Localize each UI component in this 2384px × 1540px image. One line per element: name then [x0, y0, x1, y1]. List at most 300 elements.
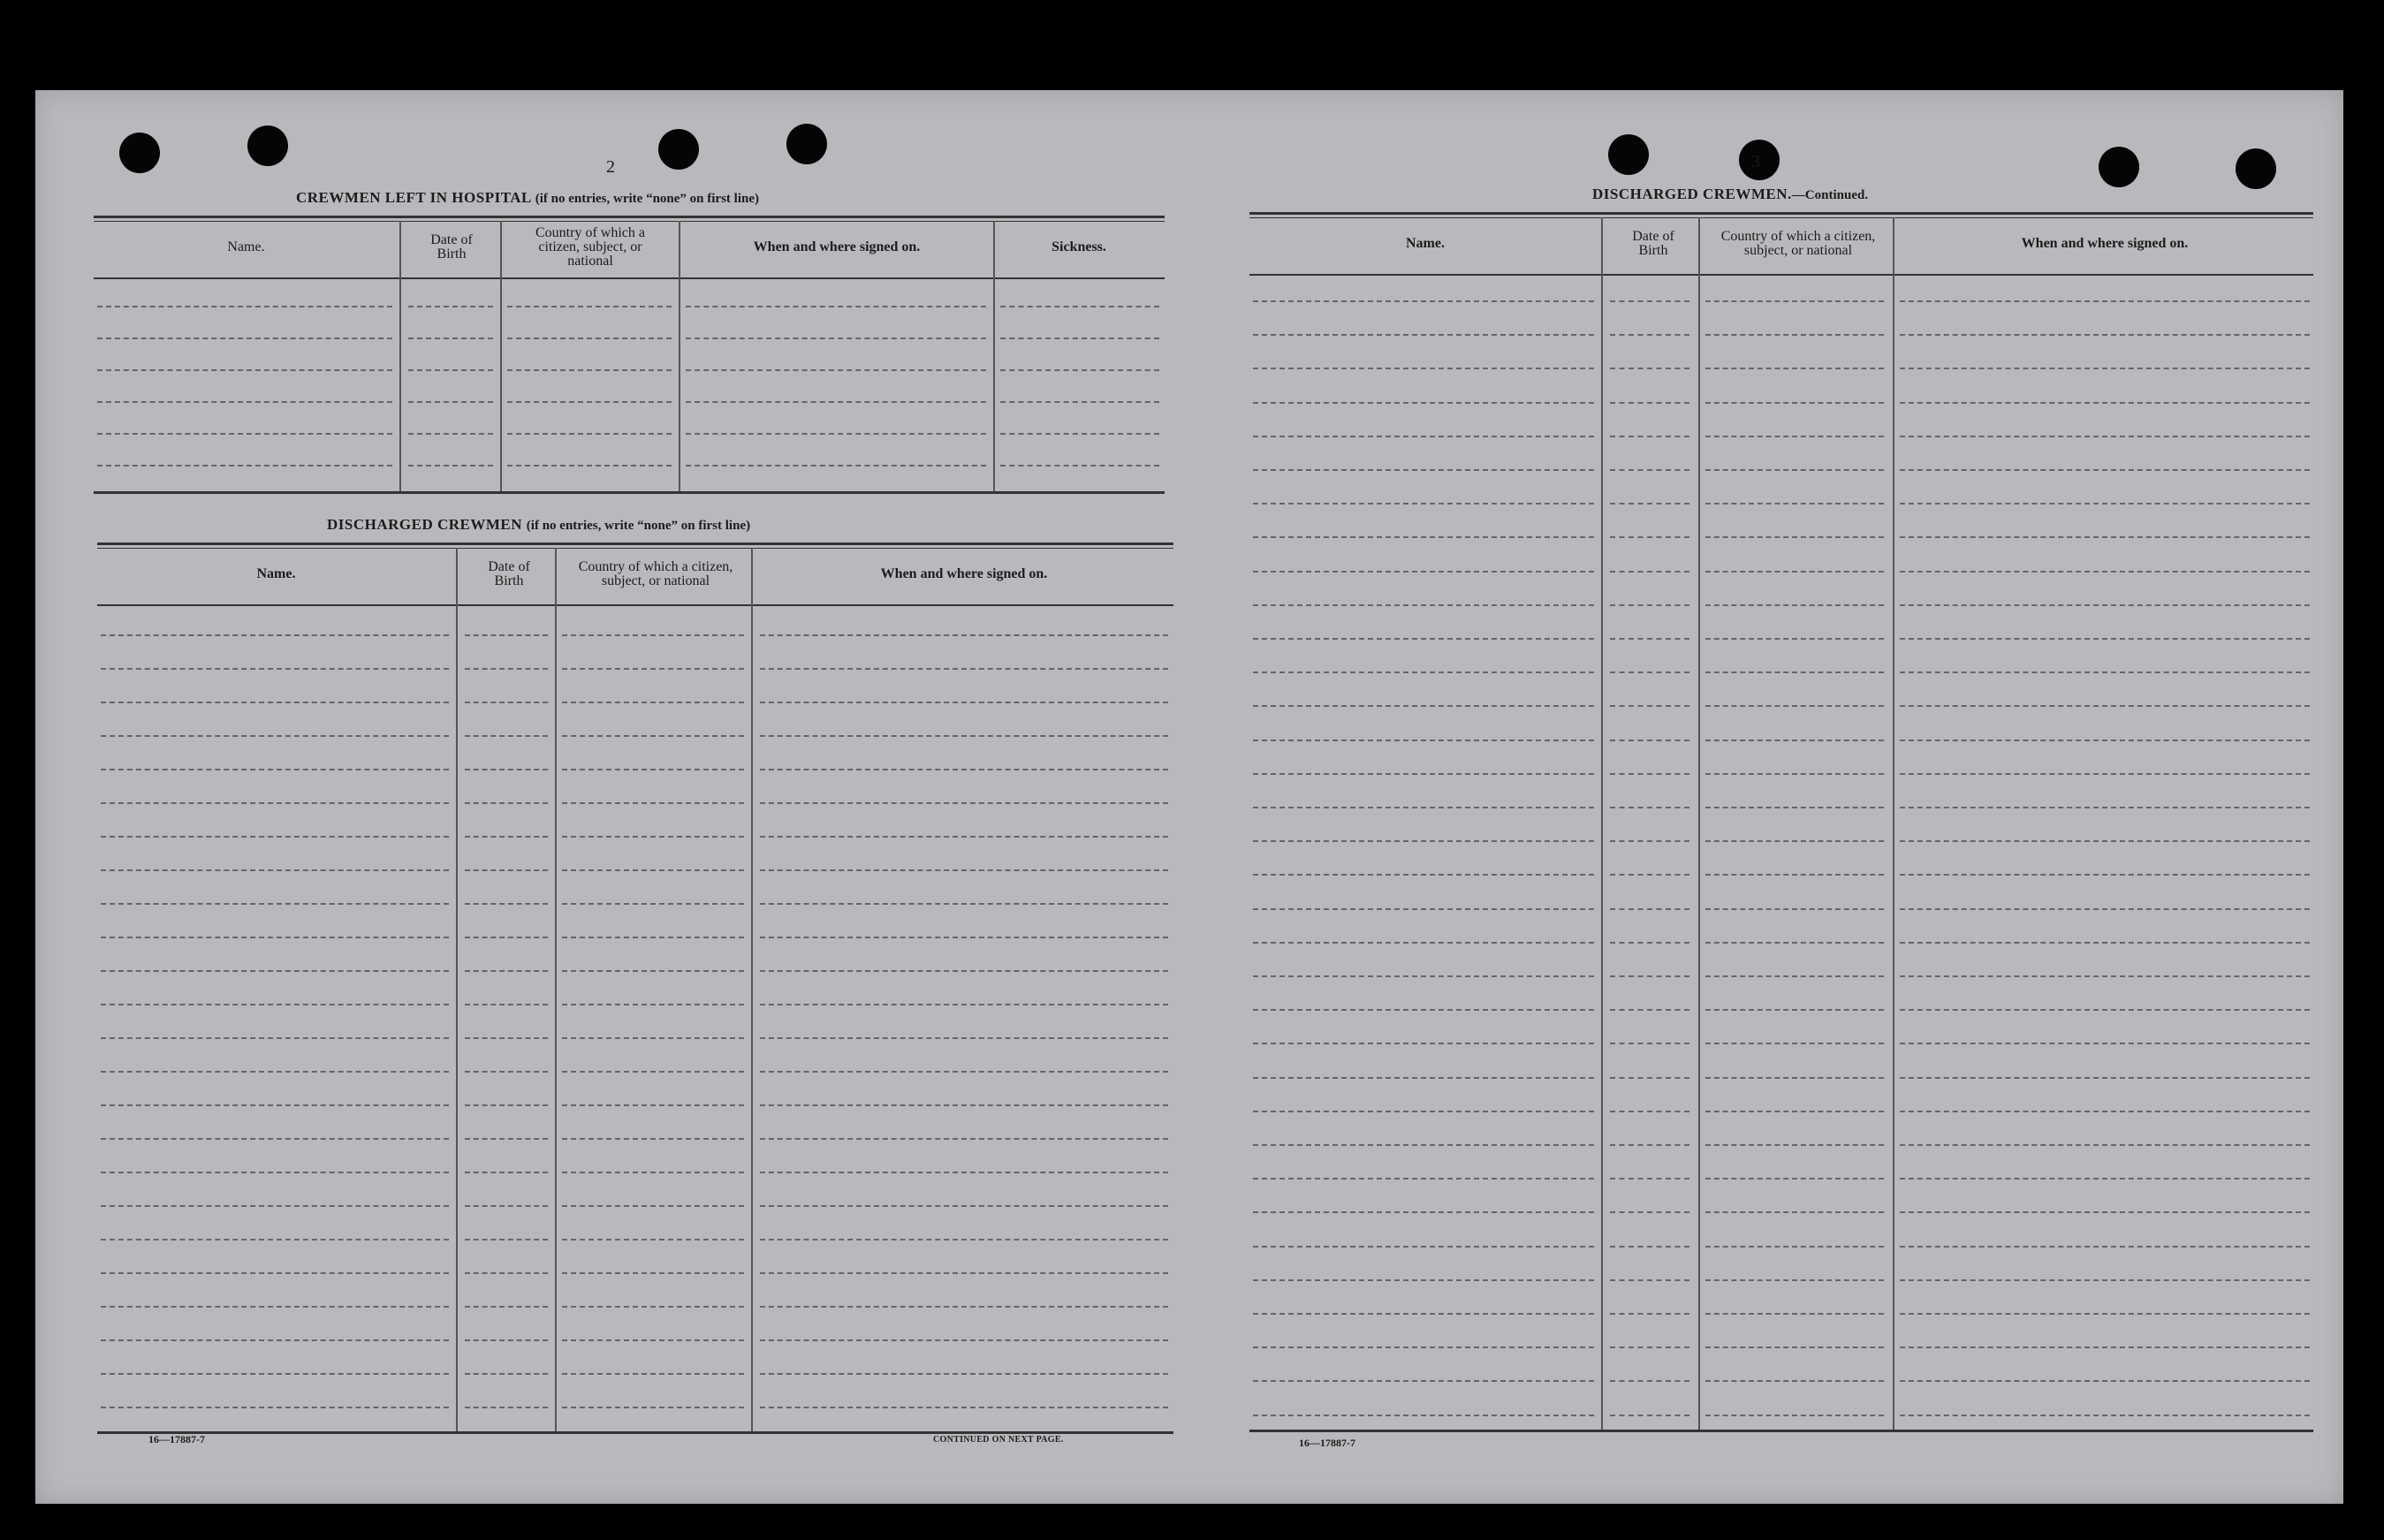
entry-line [1610, 1313, 1689, 1315]
entry-line [1900, 604, 2310, 606]
col-header-date-of-birth: Date of Birth [430, 232, 473, 262]
entry-line [1253, 807, 1594, 808]
entry-line [760, 769, 1168, 770]
entry-line [760, 1037, 1168, 1039]
entry-line [1253, 773, 1594, 775]
entry-line [1253, 1077, 1594, 1079]
entry-line [760, 702, 1168, 703]
entry-line [1610, 1144, 1689, 1146]
entry-line [1253, 874, 1594, 876]
entry-line [1900, 908, 2310, 910]
entry-line [101, 1138, 449, 1140]
entry-line [1610, 536, 1689, 538]
entry-line [1610, 469, 1689, 471]
entry-line [562, 1037, 744, 1039]
entry-line [97, 369, 392, 371]
col-header-signed-on: When and where signed on. [753, 239, 921, 254]
punch-hole [119, 133, 160, 173]
entry-line [101, 1004, 449, 1005]
entry-line [562, 1373, 744, 1375]
entry-line [562, 1071, 744, 1073]
entry-line [562, 668, 744, 670]
entry-line [465, 1306, 548, 1308]
form-code: 16—17887-7 [1299, 1437, 1355, 1449]
discharged-continued-title [1592, 186, 1868, 203]
entry-line [465, 1407, 548, 1408]
entry-line [1253, 942, 1594, 944]
entry-line [465, 869, 548, 871]
entry-line [1000, 465, 1159, 467]
entry-line [760, 869, 1168, 871]
entry-line [1900, 1043, 2310, 1044]
entry-line [760, 970, 1168, 972]
continued-note: CONTINUED ON NEXT PAGE. [933, 1435, 1064, 1445]
discharged-title-note: (if no entries, write “none” on first line) [526, 519, 751, 533]
entry-line [1610, 368, 1689, 369]
entry-line [1253, 368, 1594, 369]
entry-line [1253, 469, 1594, 471]
entry-line [465, 702, 548, 703]
entry-line [1900, 1077, 2310, 1079]
entry-line [1610, 1111, 1689, 1112]
entry-line [1705, 1178, 1884, 1180]
col-header-date-of-birth: Date of Birth [1632, 229, 1674, 258]
entry-line [1705, 1144, 1884, 1146]
entry-line [507, 401, 672, 403]
page-number: 3 [1751, 152, 1760, 171]
entry-line [562, 1339, 744, 1341]
entry-line [1705, 1380, 1884, 1382]
entry-line [1705, 1279, 1884, 1281]
entry-line [1900, 807, 2310, 808]
entry-line [1610, 1043, 1689, 1044]
entry-line [1610, 604, 1689, 606]
entry-line [1610, 807, 1689, 808]
entry-line [562, 1138, 744, 1140]
entry-line [1900, 503, 2310, 504]
entry-line [1253, 1279, 1594, 1281]
entry-line [465, 735, 548, 737]
entry-line [1253, 705, 1594, 707]
entry-line [1610, 1415, 1689, 1416]
entry-line [1900, 368, 2310, 369]
entry-line [1253, 740, 1594, 741]
entry-line [1000, 401, 1159, 403]
entry-line [408, 465, 493, 467]
entry-line [1610, 874, 1689, 876]
entry-line [1900, 874, 2310, 876]
entry-line [1900, 1380, 2310, 1382]
col-header-country: Country of which a citizen, subject, or national [1720, 229, 1876, 258]
entry-line [507, 465, 672, 467]
entry-line [760, 802, 1168, 804]
entry-line [562, 970, 744, 972]
entry-line [465, 1004, 548, 1005]
entry-line [760, 1004, 1168, 1005]
entry-line [1900, 975, 2310, 977]
entry-line [1900, 571, 2310, 573]
entry-line [1253, 1415, 1594, 1416]
entry-line [101, 1339, 449, 1341]
entry-line [1705, 1246, 1884, 1248]
entry-line [1705, 368, 1884, 369]
entry-line [101, 1172, 449, 1173]
hospital-title-note: (if no entries, write “none” on first line) [535, 192, 759, 206]
entry-line [1900, 671, 2310, 673]
entry-line [1253, 1380, 1594, 1382]
entry-line [507, 433, 672, 435]
entry-line [1253, 840, 1594, 842]
entry-line [1610, 1178, 1689, 1180]
entry-line [101, 634, 449, 636]
entry-line [101, 1071, 449, 1073]
entry-line [1000, 369, 1159, 371]
entry-line [97, 306, 392, 307]
entry-line [1705, 1211, 1884, 1213]
entry-line [101, 1037, 449, 1039]
discharged-table [97, 542, 1173, 1435]
entry-line [760, 1138, 1168, 1140]
entry-line [97, 401, 392, 403]
entry-line [760, 937, 1168, 938]
entry-line [1610, 1211, 1689, 1213]
entry-line [760, 1339, 1168, 1341]
entry-line [1610, 942, 1689, 944]
entry-line [465, 1339, 548, 1341]
col-header-country: Country of which a citizen, subject, or national [535, 225, 645, 269]
entry-line [465, 836, 548, 838]
entry-line [1900, 840, 2310, 842]
entry-line [1900, 1279, 2310, 1281]
entry-line [408, 369, 493, 371]
entry-line [101, 869, 449, 871]
entry-line [1705, 1347, 1884, 1348]
entry-line [1705, 604, 1884, 606]
punch-hole [786, 124, 827, 164]
entry-line [507, 338, 672, 339]
entry-line [101, 1407, 449, 1408]
entry-line [1705, 402, 1884, 404]
hospital-section-title [296, 189, 759, 207]
entry-line [465, 1239, 548, 1240]
punch-hole [2099, 147, 2139, 187]
entry-line [97, 338, 392, 339]
entry-line [1900, 402, 2310, 404]
discharged-title-text: DISCHARGED CREWMEN [327, 516, 523, 533]
form-code: 16—17887-7 [148, 1433, 205, 1445]
entry-line [101, 802, 449, 804]
entry-line [1900, 300, 2310, 302]
entry-line [101, 1104, 449, 1106]
entry-line [408, 433, 493, 435]
entry-line [686, 465, 986, 467]
entry-line [465, 1071, 548, 1073]
col-header-date-of-birth: Date of Birth [488, 559, 530, 588]
entry-line [1900, 436, 2310, 437]
entry-line [760, 668, 1168, 670]
entry-line [760, 735, 1168, 737]
entry-line [562, 769, 744, 770]
entry-line [562, 1104, 744, 1106]
hospital-title-text: CREWMEN LEFT IN HOSPITAL [296, 189, 531, 206]
entry-line [1900, 334, 2310, 336]
col-header-signed-on: When and where signed on. [880, 566, 1048, 581]
entry-line [1610, 705, 1689, 707]
col-header-name: Name. [1406, 236, 1445, 251]
entry-line [1253, 1178, 1594, 1180]
entry-line [1705, 908, 1884, 910]
entry-line [1900, 740, 2310, 741]
entry-line [101, 769, 449, 770]
entry-line [1900, 1144, 2310, 1146]
entry-line [760, 836, 1168, 838]
entry-line [1705, 840, 1884, 842]
entry-line [465, 1138, 548, 1140]
entry-line [760, 1071, 1168, 1073]
continued-suffix: —Continued. [1791, 188, 1869, 202]
entry-line [562, 903, 744, 905]
entry-line [1253, 1211, 1594, 1213]
entry-line [760, 1407, 1168, 1408]
entry-line [1610, 1077, 1689, 1079]
entry-line [1253, 1009, 1594, 1011]
entry-line [1705, 975, 1884, 977]
entry-line [562, 937, 744, 938]
entry-line [1253, 436, 1594, 437]
entry-line [1610, 1380, 1689, 1382]
entry-line [1705, 705, 1884, 707]
entry-line [101, 1373, 449, 1375]
entry-line [1000, 338, 1159, 339]
entry-line [686, 338, 986, 339]
entry-line [465, 1205, 548, 1207]
entry-line [562, 1239, 744, 1240]
entry-line [1900, 1313, 2310, 1315]
entry-line [1610, 1279, 1689, 1281]
col-header-name: Name. [256, 566, 296, 581]
entry-line [101, 1272, 449, 1274]
entry-line [1705, 1009, 1884, 1011]
entry-line [1705, 1111, 1884, 1112]
entry-line [1705, 503, 1884, 504]
entry-line [1705, 469, 1884, 471]
entry-line [408, 306, 493, 307]
entry-line [686, 369, 986, 371]
entry-line [1900, 773, 2310, 775]
entry-line [562, 836, 744, 838]
entry-line [1705, 773, 1884, 775]
entry-line [760, 1205, 1168, 1207]
discharged-continued-table [1249, 212, 2313, 1433]
entry-line [1253, 1313, 1594, 1315]
entry-line [760, 1272, 1168, 1274]
col-header-sickness: Sickness. [1052, 239, 1106, 254]
entry-line [507, 369, 672, 371]
entry-line [465, 769, 548, 770]
entry-line [1705, 874, 1884, 876]
entry-line [408, 338, 493, 339]
entry-line [101, 1239, 449, 1240]
entry-line [1900, 1009, 2310, 1011]
discharged-continued-text: DISCHARGED CREWMEN. [1592, 186, 1792, 202]
entry-line [562, 1272, 744, 1274]
entry-line [1610, 402, 1689, 404]
hospital-table [94, 216, 1165, 494]
entry-line [1253, 503, 1594, 504]
entry-line [1610, 671, 1689, 673]
entry-line [686, 433, 986, 435]
entry-line [101, 1306, 449, 1308]
punch-hole [247, 125, 288, 166]
entry-line [1900, 1246, 2310, 1248]
entry-line [1610, 975, 1689, 977]
punch-hole [658, 129, 699, 170]
entry-line [1610, 1246, 1689, 1248]
page-number: 2 [606, 157, 615, 177]
entry-line [1705, 1077, 1884, 1079]
entry-line [1253, 571, 1594, 573]
punch-hole [2236, 148, 2276, 189]
entry-line [507, 306, 672, 307]
entry-line [1253, 300, 1594, 302]
entry-line [562, 1407, 744, 1408]
entry-line [1610, 571, 1689, 573]
entry-line [1900, 536, 2310, 538]
entry-line [1900, 942, 2310, 944]
entry-line [465, 1037, 548, 1039]
entry-line [1253, 1043, 1594, 1044]
entry-line [97, 433, 392, 435]
entry-line [1705, 536, 1884, 538]
entry-line [465, 634, 548, 636]
col-header-country: Country of which a citizen, subject, or national [578, 559, 733, 588]
entry-line [101, 937, 449, 938]
col-header-name: Name. [227, 239, 265, 254]
entry-line [1610, 1347, 1689, 1348]
entry-line [1705, 671, 1884, 673]
entry-line [562, 1306, 744, 1308]
entry-line [1610, 1009, 1689, 1011]
entry-line [562, 702, 744, 703]
entry-line [1705, 638, 1884, 640]
entry-line [1610, 840, 1689, 842]
entry-line [1253, 604, 1594, 606]
entry-line [760, 634, 1168, 636]
entry-line [1705, 1313, 1884, 1315]
entry-line [760, 903, 1168, 905]
entry-line [465, 668, 548, 670]
entry-line [1705, 571, 1884, 573]
entry-line [465, 1272, 548, 1274]
entry-line [465, 1104, 548, 1106]
entry-line [1610, 334, 1689, 336]
entry-line [1253, 402, 1594, 404]
entry-line [1705, 807, 1884, 808]
entry-line [686, 306, 986, 307]
entry-line [686, 401, 986, 403]
entry-line [1900, 469, 2310, 471]
entry-line [101, 836, 449, 838]
entry-line [1705, 334, 1884, 336]
entry-line [1705, 740, 1884, 741]
entry-line [408, 401, 493, 403]
entry-line [760, 1104, 1168, 1106]
entry-line [1705, 942, 1884, 944]
entry-line [1900, 638, 2310, 640]
entry-line [1705, 436, 1884, 437]
entry-line [1610, 773, 1689, 775]
entry-line [1610, 300, 1689, 302]
entry-line [1253, 536, 1594, 538]
entry-line [562, 634, 744, 636]
entry-line [1253, 1347, 1594, 1348]
entry-line [562, 735, 744, 737]
entry-line [1610, 503, 1689, 504]
entry-line [465, 1172, 548, 1173]
entry-line [465, 903, 548, 905]
entry-line [760, 1239, 1168, 1240]
entry-line [1610, 436, 1689, 437]
entry-line [1000, 306, 1159, 307]
entry-line [1705, 1415, 1884, 1416]
entry-line [1900, 1111, 2310, 1112]
discharged-section-title [327, 516, 750, 534]
entry-line [1610, 740, 1689, 741]
entry-line [1705, 300, 1884, 302]
entry-line [101, 1205, 449, 1207]
entry-line [465, 802, 548, 804]
entry-line [1253, 975, 1594, 977]
entry-line [1900, 1178, 2310, 1180]
entry-line [101, 903, 449, 905]
entry-line [1900, 1415, 2310, 1416]
entry-line [1253, 334, 1594, 336]
entry-line [1900, 705, 2310, 707]
entry-line [1253, 1111, 1594, 1112]
entry-line [101, 970, 449, 972]
entry-line [760, 1172, 1168, 1173]
entry-line [1610, 908, 1689, 910]
entry-line [465, 937, 548, 938]
entry-line [1253, 1144, 1594, 1146]
entry-line [1253, 638, 1594, 640]
entry-line [101, 735, 449, 737]
entry-line [97, 465, 392, 467]
punch-hole [1608, 134, 1649, 175]
entry-line [1253, 1246, 1594, 1248]
entry-line [1000, 433, 1159, 435]
entry-line [1705, 1043, 1884, 1044]
entry-line [760, 1373, 1168, 1375]
entry-line [562, 1172, 744, 1173]
entry-line [1900, 1211, 2310, 1213]
col-header-signed-on: When and where signed on. [2021, 236, 2189, 251]
entry-line [562, 802, 744, 804]
entry-line [1253, 908, 1594, 910]
entry-line [562, 1205, 744, 1207]
entry-line [1253, 671, 1594, 673]
entry-line [1610, 638, 1689, 640]
entry-line [465, 1373, 548, 1375]
entry-line [1900, 1347, 2310, 1348]
entry-line [562, 869, 744, 871]
entry-line [465, 970, 548, 972]
entry-line [101, 668, 449, 670]
entry-line [101, 702, 449, 703]
entry-line [562, 1004, 744, 1005]
form-sheet [35, 90, 2343, 1504]
entry-line [760, 1306, 1168, 1308]
